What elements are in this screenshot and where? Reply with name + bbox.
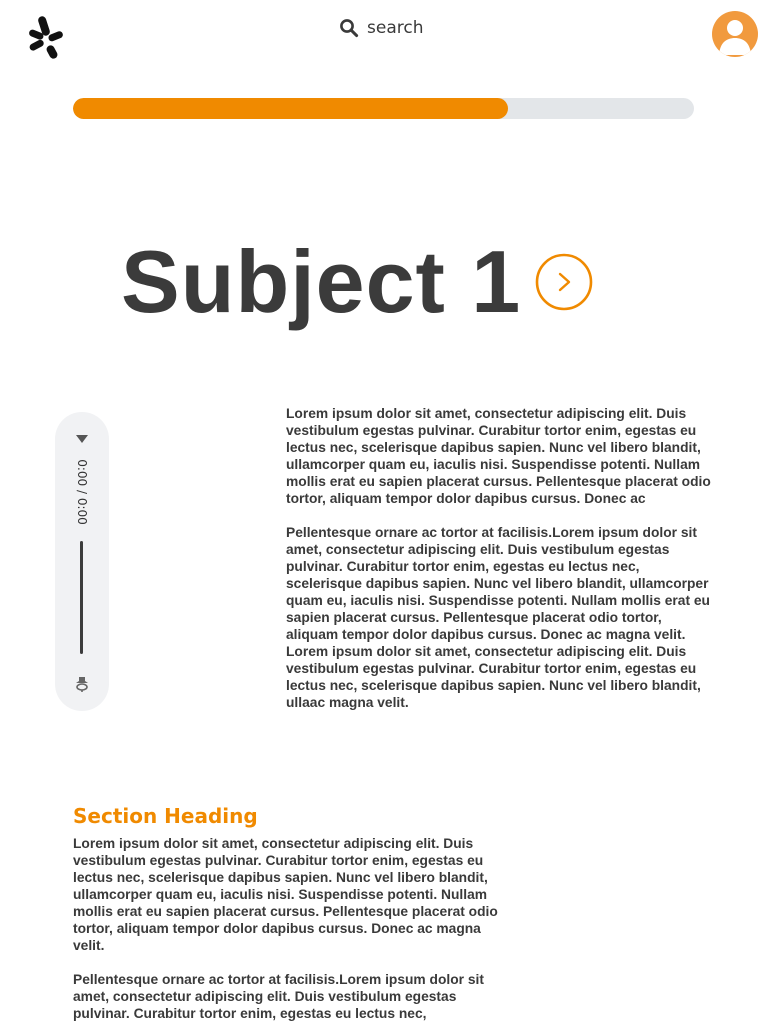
page-title: Subject 1 (121, 232, 522, 331)
play-circle-icon (535, 253, 593, 311)
lead-paragraph: Lorem ipsum dolor sit amet, consectetur adipiscing elit. Duis vestibulum egestas pulvinar. Curabitur tortor enim, egestas eu lectus nec, scelerisque dapibus sapien. Nunc vel libero blandit, ullamcorper quam eu, iaculis nisi. Suspendisse potenti. Nullam mollis erat eu sapien placerat cursus. Pellentesque placerat odio tortor, aliquam tempor dolor dapibus cursus. Donec ac (286, 406, 711, 506)
lead-paragraph: Pellentesque ornare ac tortor at facilisis.Lorem ipsum dolor sit amet, consectetur adipiscing elit. Duis vestibulum egestas pulvinar. Curabitur tortor enim, egestas eu lectus nec, scelerisque dapibus sapien. Nunc vel libero blandit, ullamcorper quam eu, iaculis nisi. Suspendisse potenti. Nullam mollis erat eu sapien placerat cursus. Pellentesque placerat odio tortor, aliquam tempor dolor dapibus cursus. Donec ac magna velit. (286, 525, 710, 642)
audio-player (55, 412, 109, 711)
user-avatar-icon[interactable] (712, 11, 758, 57)
section-paragraph: Pellentesque ornare ac tortor at facilisis.Lorem ipsum dolor sit amet, consectetur adipiscing elit. Duis vestibulum egestas pulvinar. Curabitur tortor enim, egestas eu lectus nec, (73, 972, 484, 1021)
lead-paragraph: Lorem ipsum dolor sit amet, consectetur adipiscing elit. Duis vestibulum egestas pulvinar. Curabitur tortor enim, egestas eu lectus nec, scelerisque dapibus sapien. Nunc vel libero blandit, ullaac magna velit. (286, 644, 701, 710)
progress-bar (73, 98, 694, 119)
play-triangle-icon[interactable] (74, 432, 90, 446)
search-icon (339, 18, 359, 38)
search-label: search (367, 18, 424, 38)
section-text (73, 835, 503, 1022)
search-button[interactable] (339, 16, 423, 40)
progress-fill (73, 98, 508, 119)
volume-icon[interactable] (73, 675, 91, 693)
section-heading: Section Heading (73, 804, 258, 828)
yelp-burst-icon[interactable] (26, 14, 66, 60)
lead-text (286, 405, 716, 711)
audio-seek-track[interactable] (80, 541, 83, 654)
play-button[interactable] (535, 253, 593, 311)
audio-time: 0:00 / 0:00 (75, 459, 89, 525)
section-paragraph: Lorem ipsum dolor sit amet, consectetur adipiscing elit. Duis vestibulum egestas pulvinar. Curabitur tortor enim, egestas eu lectus nec, scelerisque dapibus sapien. Nunc vel libero blandit, ullamcorper quam eu, iaculis nisi. Suspendisse potenti. Nullam mollis erat eu sapien placerat cursus. Pellentesque placerat odio tortor, aliquam tempor dolor dapibus cursus. Donec ac magna velit. (73, 836, 498, 953)
